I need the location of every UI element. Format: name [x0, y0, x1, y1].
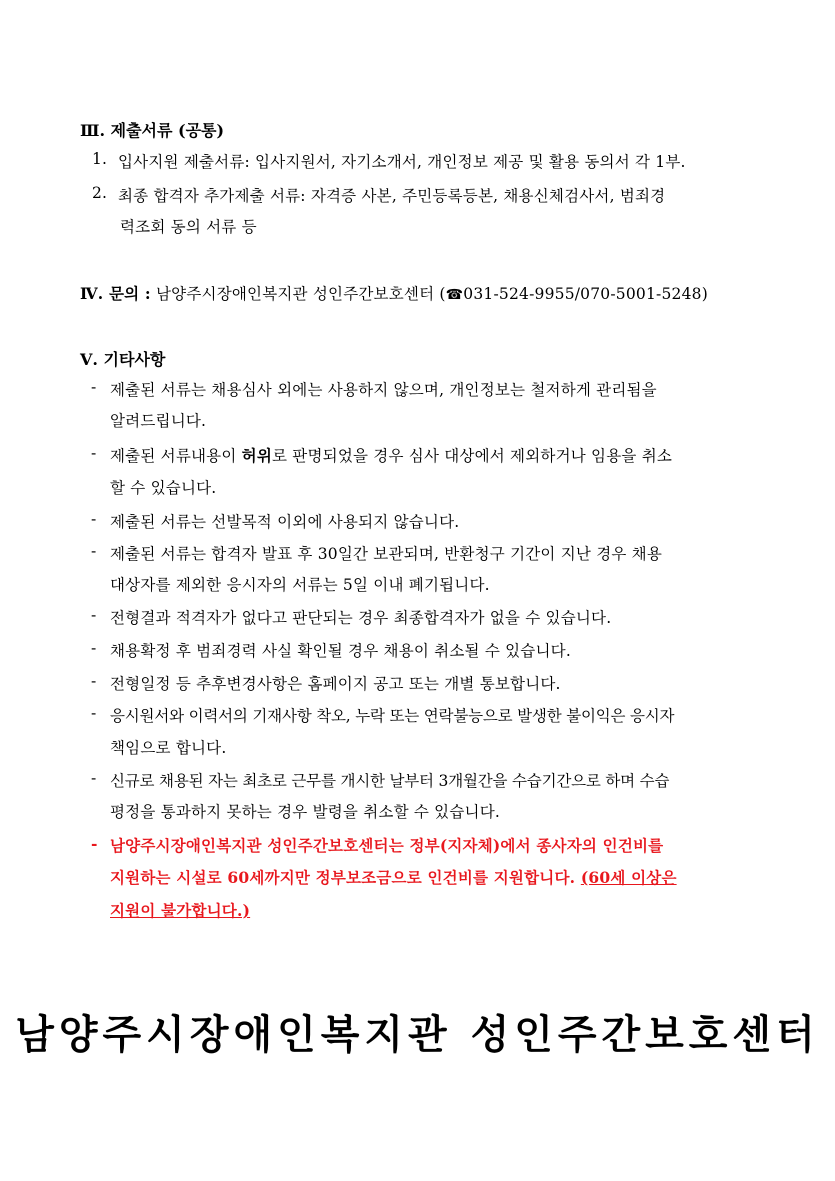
- section-4: [80, 282, 708, 304]
- bullet-2-line-2: 할 수 있습니다.: [110, 479, 217, 497]
- bullet-10-line-3: 지원이 불가합니다.): [110, 901, 251, 920]
- phone-icon: ☎: [445, 287, 464, 303]
- bullet-7-text: 전형일정 등 추후변경사항은 홈페이지 공고 또는 개별 통보합니다.: [110, 675, 561, 693]
- section-5-title: Ⅴ. 기타사항: [80, 350, 166, 369]
- bullet-1-line-2: 알려드립니다.: [110, 412, 207, 430]
- bullet-2-bold: 허위: [241, 446, 272, 465]
- bullet-8-line-1: 응시원서와 이력서의 기재사항 착오, 누락 또는 연락불능으로 발생한 불이익은 응시자: [110, 707, 675, 725]
- bullet-dash: -: [91, 378, 97, 396]
- contact-org: 남양주시장애인복지관 성인주간보호센터 (: [156, 285, 446, 303]
- section-3-title: Ⅲ. 제출서류 (공통): [80, 121, 225, 140]
- bullet-dash: -: [91, 769, 97, 787]
- section-4-title: Ⅳ. 문의 :: [80, 284, 151, 303]
- bullet-9-line-1: 신규로 채용된 자는 최초로 근무를 개시한 날부터 3개월간을 수습기간으로 하며 수습: [110, 772, 670, 790]
- bullet-dash: -: [91, 834, 98, 853]
- bullet-9-line-2: 평정을 통과하지 못하는 경우 발령을 취소할 수 있습니다.: [110, 803, 500, 821]
- bullet-dash: -: [91, 639, 97, 657]
- bullet-5-text: 전형결과 적격자가 없다고 판단되는 경우 최종합격자가 없을 수 있습니다.: [110, 609, 612, 627]
- bullet-2-pre: 제출된 서류내용이: [110, 447, 242, 465]
- bullet-10-line-2b: (60세 이상은: [580, 868, 677, 887]
- contact-phone: 031-524-9955/070-5001-5248): [463, 285, 708, 303]
- sec3-item-1-text: 입사지원 제출서류: 입사지원서, 자기소개서, 개인정보 제공 및 활용 동의서 각 1부.: [118, 153, 686, 171]
- bullet-1-line-1: 제출된 서류는 채용심사 외에는 사용하지 않으며, 개인정보는 철저하게 관리됨을: [110, 381, 657, 399]
- bullet-4-line-1: 제출된 서류는 합격자 발표 후 30일간 보관되며, 반환청구 기간이 지난 경우 채용: [110, 545, 663, 563]
- footer-org-name: 남양주시장애인복지관 성인주간보호센터: [15, 1012, 820, 1058]
- bullet-2-line-1: [110, 444, 672, 466]
- bullet-3-text: 제출된 서류는 선발목적 이외에 사용되지 않습니다.: [110, 513, 460, 531]
- bullet-dash: -: [91, 606, 97, 624]
- bullet-dash: -: [91, 510, 97, 528]
- bullet-2-post: 로 판명되었을 경우 심사 대상에서 제외하거나 임용을 취소: [272, 447, 673, 465]
- bullet-10-line-1: 남양주시장애인복지관 성인주간보호센터는 정부(지자체)에서 종사자의 인건비를: [110, 836, 664, 855]
- bullet-dash: -: [91, 704, 97, 722]
- sec3-item-2-cont-text: 력조회 동의 서류 등: [120, 218, 257, 236]
- bullet-10-line-2: [110, 866, 677, 888]
- bullet-6-text: 채용확정 후 범죄경력 사실 확인될 경우 채용이 취소될 수 있습니다.: [110, 642, 571, 660]
- sec3-item-2-text: 최종 합격자 추가제출 서류: 자격증 사본, 주민등록등본, 채용신체검사서, 범죄경: [118, 187, 666, 205]
- bullet-dash: -: [91, 444, 97, 462]
- bullet-10-line-2a: 지원하는 시설로 60세까지만 정부보조금으로 인건비를 지원합니다.: [110, 868, 581, 887]
- sec3-item-1-num: 1.: [92, 150, 108, 168]
- sec3-item-2-num: 2.: [92, 184, 108, 202]
- bullet-dash: -: [91, 542, 97, 560]
- bullet-dash: -: [91, 672, 97, 690]
- bullet-4-line-2: 대상자를 제외한 응시자의 서류는 5일 이내 폐기됩니다.: [110, 576, 490, 594]
- bullet-8-line-2: 책임으로 합니다.: [110, 739, 227, 757]
